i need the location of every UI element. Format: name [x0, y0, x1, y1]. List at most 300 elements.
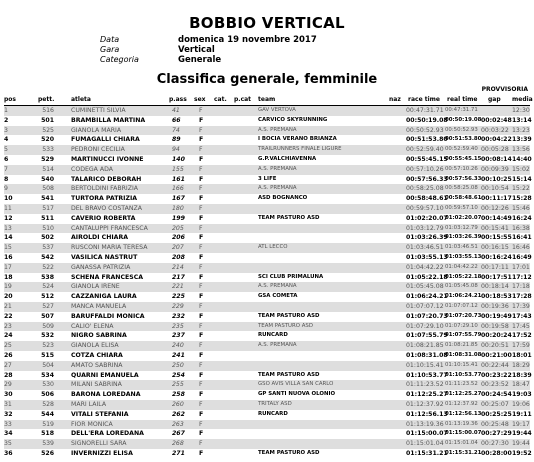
cell-pett: 512: [41, 293, 54, 301]
table-header: [4, 95, 533, 106]
cell-pass: 260: [172, 400, 184, 408]
cell-real-time: 00:47:31.71: [445, 107, 478, 113]
event-title: BOBBIO VERTICAL: [189, 14, 345, 32]
cell-race-time: 01:07:29.10: [406, 322, 444, 330]
cell-sex: F: [199, 214, 204, 222]
cell-team: I BOCIA VERANO BRIANZA: [258, 136, 337, 143]
cell-real-time: 01:12:56.13: [445, 410, 482, 417]
section-title: Classifica generale, femminile: [156, 72, 378, 87]
cell-pass: 229: [172, 302, 184, 310]
cell-gap: 00:22:44: [481, 361, 509, 369]
cell-sex: F: [199, 332, 204, 340]
results-table: [4, 106, 530, 459]
cell-gap: 00:19:58: [481, 322, 509, 330]
cell-pett: 515: [41, 351, 54, 359]
cell-team: RUNCARD: [258, 332, 288, 339]
cell-pett: 501: [41, 116, 54, 124]
cell-team: SCI CLUB PRIMALUNA: [258, 273, 324, 280]
cell-pett: 532: [41, 332, 54, 340]
cell-pass: 250: [172, 361, 184, 369]
cell-race-time: 01:05:45.08: [406, 283, 444, 291]
cell-pos: 3: [4, 126, 8, 134]
cell-athlete: GIANOLA MARIA: [71, 126, 122, 134]
cell-race-time: 01:03:26.39: [406, 234, 448, 242]
meta-label: Data: [100, 35, 120, 44]
cell-pett: 509: [42, 322, 54, 330]
cell-race-time: 01:07:55.79: [406, 332, 448, 340]
cell-media: 14:40: [512, 155, 532, 163]
table-row: [4, 341, 530, 351]
cell-real-time: 01:08:21.85: [445, 342, 478, 349]
cell-real-time: 01:03:46.51: [445, 244, 478, 251]
cell-athlete: BERTOLDINI FABRIZIA: [71, 185, 138, 193]
cell-race-time: 01:05:22.18: [406, 273, 448, 281]
cell-athlete: AIROLDI CHIARA: [71, 234, 129, 242]
cell-pos: 5: [4, 146, 8, 154]
cell-pass: 232: [172, 312, 185, 320]
cell-gap: 00:15:41: [481, 224, 509, 232]
cell-gap: 00:19:36: [481, 302, 509, 310]
cell-pos: 24: [4, 332, 13, 340]
cell-pass: 205: [172, 224, 184, 232]
meta-row-category: [100, 55, 317, 65]
cell-athlete: INVERNIZZI ELISA: [71, 449, 133, 457]
cell-media: 17:45: [512, 322, 530, 330]
cell-pass: 263: [172, 420, 184, 428]
meta-value: Generale: [178, 55, 222, 65]
cell-pett: 533: [42, 146, 54, 154]
cell-real-time: 01:08:31.08: [445, 351, 482, 358]
cell-real-time: 01:13:19.36: [445, 420, 478, 427]
cell-gap: 00:20:24: [481, 332, 512, 340]
cell-race-time: 01:02:20.07: [406, 214, 448, 222]
cell-athlete: CANTALUPPI FRANCESCA: [71, 224, 148, 232]
cell-media: 17:01: [512, 263, 530, 271]
cell-real-time: 01:15:00.07: [445, 430, 482, 437]
cell-real-time: 01:10:53.77: [445, 371, 482, 378]
cell-pass: 271: [172, 449, 185, 457]
cell-sex: F: [199, 234, 204, 242]
cell-pos: 21: [4, 302, 12, 310]
col-header-real-time: real time: [447, 96, 478, 103]
cell-pos: 34: [4, 430, 13, 438]
cell-sex: F: [199, 410, 204, 418]
cell-pass: 268: [172, 440, 184, 448]
col-header-pett: pett.: [38, 96, 55, 103]
cell-gap: 00:18:53: [481, 293, 512, 301]
table-row: [4, 420, 530, 430]
cell-gap: 00:24:54: [481, 391, 512, 399]
cell-real-time: 00:51:53.80: [445, 136, 482, 143]
cell-pett: 527: [42, 302, 54, 310]
cell-race-time: 01:03:12.79: [406, 224, 444, 232]
cell-sex: F: [199, 224, 203, 232]
cell-media: 16:46: [512, 244, 530, 252]
cell-athlete: BARONA LOREDANA: [71, 391, 141, 399]
cell-pett: 504: [42, 361, 54, 369]
table-row: [4, 165, 530, 175]
cell-gap: 00:23:22: [481, 371, 512, 379]
cell-pett: 538: [41, 273, 54, 281]
meta-value: Vertical: [178, 45, 215, 55]
cell-pett: 516: [42, 107, 54, 114]
cell-sex: F: [199, 440, 203, 448]
cell-athlete: COTZA CHIARA: [71, 351, 123, 359]
cell-race-time: 00:47:31.71: [406, 107, 444, 114]
cell-team: G.P.VALCHIAVENNA: [258, 155, 317, 162]
cell-sex: F: [199, 391, 204, 399]
cell-team: GSO AVIS VILLA SAN CARLO: [258, 381, 334, 388]
meta-row-date: [100, 35, 317, 45]
cell-sex: F: [199, 244, 203, 252]
cell-pos: 33: [4, 420, 12, 428]
table-row: [4, 106, 530, 116]
table-row: [4, 243, 530, 253]
cell-pett: 528: [42, 400, 54, 408]
cell-real-time: 01:15:31.21: [445, 449, 482, 456]
cell-gap: 00:17:51: [481, 273, 512, 281]
cell-sex: F: [199, 371, 204, 379]
table-row: [4, 282, 530, 292]
cell-pett: 507: [41, 312, 54, 320]
table-row: [4, 116, 530, 126]
cell-pass: 208: [172, 253, 185, 261]
cell-pass: 235: [172, 322, 184, 330]
cell-team: 3 LIFE: [258, 175, 277, 182]
cell-gap: 00:11:17: [481, 195, 512, 203]
cell-real-time: 00:50:52.93: [445, 126, 478, 133]
cell-athlete: CAVERIO ROBERTA: [71, 214, 136, 222]
cell-pett: 526: [41, 449, 54, 457]
cell-pett: 539: [42, 440, 54, 448]
cell-media: 17:12: [512, 273, 532, 281]
cell-pos: 11: [4, 204, 12, 212]
cell-pass: 217: [172, 273, 185, 281]
cell-race-time: 01:10:53.77: [406, 371, 448, 379]
cell-real-time: 01:03:55.13: [445, 253, 482, 260]
cell-athlete: TURTORA PATRIZIA: [71, 195, 138, 203]
cell-pett: 517: [42, 204, 54, 212]
col-header-pos: pos: [4, 96, 16, 103]
cell-gap: 00:03:22: [481, 126, 509, 134]
meta-label: Categoria: [100, 55, 139, 64]
table-row: [4, 194, 530, 204]
cell-media: 13:39: [512, 136, 532, 144]
col-header-pcat: p.cat: [234, 96, 252, 103]
cell-gap: 00:18:14: [481, 283, 509, 291]
cell-gap: 00:19:49: [481, 312, 512, 320]
cell-real-time: 01:07:07.12: [445, 302, 478, 309]
cell-sex: F: [199, 361, 203, 369]
cell-real-time: 01:03:12.79: [445, 224, 478, 231]
cell-athlete: DEL BRAVO COSTANZA: [71, 204, 142, 212]
cell-athlete: QUARNI EMANUELA: [71, 371, 139, 379]
cell-pos: 6: [4, 155, 9, 163]
cell-real-time: 00:59:57.10: [445, 204, 478, 211]
cell-race-time: 01:07:07.12: [406, 302, 444, 310]
cell-athlete: CAZZANIGA LAURA: [71, 293, 137, 301]
cell-real-time: 01:04:42.22: [445, 263, 478, 270]
cell-pass: 258: [172, 391, 185, 399]
cell-pos: 27: [4, 361, 12, 369]
cell-sex: F: [199, 342, 203, 350]
cell-race-time: 01:12:56.13: [406, 410, 448, 418]
cell-race-time: 01:03:46.51: [406, 244, 444, 252]
cell-sex: F: [199, 273, 204, 281]
cell-pass: 41: [172, 107, 180, 114]
cell-pass: 199: [172, 214, 185, 222]
table-row: [4, 263, 530, 273]
cell-gap: 00:10:25: [481, 175, 512, 183]
cell-pos: 29: [4, 381, 12, 389]
table-row: [4, 155, 530, 165]
cell-race-time: 01:07:20.73: [406, 312, 448, 320]
cell-pett: 534: [41, 371, 54, 379]
cell-gap: 00:25:48: [481, 420, 509, 428]
cell-pass: 207: [172, 244, 184, 252]
table-row: [4, 361, 530, 371]
table-row: [4, 126, 530, 136]
cell-pett: 542: [41, 253, 54, 261]
cell-pos: 8: [4, 175, 9, 183]
cell-gap: 00:16:24: [481, 253, 512, 261]
cell-athlete: VASILICA NASTRUT: [71, 253, 138, 261]
cell-team: A.S. PREMANA: [258, 185, 297, 192]
cell-real-time: 01:02:20.07: [445, 214, 482, 221]
meta-label: Gara: [100, 45, 120, 54]
cell-race-time: 00:58:48.61: [406, 195, 448, 203]
cell-pass: 221: [172, 283, 184, 291]
cell-pass: 254: [172, 371, 185, 379]
cell-sex: F: [199, 302, 203, 310]
cell-team: GP SANTI NUOVA OLONIO: [258, 391, 336, 398]
cell-pass: 89: [172, 136, 181, 144]
cell-race-time: 00:57:56.33: [406, 175, 448, 183]
cell-media: 16:49: [512, 253, 532, 261]
cell-team: ASD BOGNANCO: [258, 195, 308, 202]
cell-gap: 00:09:39: [481, 165, 509, 173]
cell-pos: 19: [4, 283, 12, 291]
cell-pett: 522: [42, 263, 54, 271]
cell-gap: 00:28:00: [481, 449, 512, 457]
cell-race-time: 01:04:42.22: [406, 263, 444, 271]
col-header-media: media: [512, 96, 533, 103]
cell-media: 12:30: [512, 107, 530, 114]
cell-gap: 00:27:30: [481, 440, 509, 448]
cell-team: GAV VERTOVA: [258, 107, 296, 113]
table-row: [4, 135, 530, 145]
cell-pass: 180: [172, 204, 184, 212]
cell-pos: 36: [4, 449, 13, 457]
cell-sex: F: [199, 165, 203, 173]
cell-media: 18:01: [512, 351, 532, 359]
cell-race-time: 01:13:19.36: [406, 420, 444, 428]
cell-gap: 00:20:51: [481, 342, 509, 350]
cell-team: TEAM PASTURO ASD: [258, 312, 320, 319]
cell-gap: 00:04:22: [481, 136, 512, 144]
cell-pass: 167: [172, 195, 185, 203]
table-row: [4, 312, 530, 322]
col-header-naz: naz: [389, 96, 401, 103]
cell-media: 17:28: [512, 293, 532, 301]
cell-team: A.S. PREMANA: [258, 126, 297, 133]
table-row: [4, 371, 530, 381]
cell-athlete: MARI LAILA: [71, 400, 107, 408]
cell-pass: 74: [172, 126, 180, 134]
cell-pos: 12: [4, 214, 13, 222]
cell-pett: 529: [41, 155, 54, 163]
cell-athlete: TALARICO DEBORAH: [71, 175, 142, 183]
cell-media: 13:14: [512, 116, 532, 124]
cell-team: TEAM PASTURO ASD: [258, 449, 320, 456]
cell-athlete: MANCA MANUELA: [71, 302, 127, 310]
col-header-cat: cat.: [214, 96, 227, 103]
cell-team: CARVICO SKYRUNNING: [258, 116, 328, 123]
cell-pass: 262: [172, 410, 185, 418]
cell-sex: F: [199, 449, 204, 457]
cell-real-time: 00:58:48.61: [445, 195, 482, 202]
cell-pos: 26: [4, 351, 13, 359]
cell-team: ATL LECCO: [258, 244, 288, 251]
cell-pos: 17: [4, 263, 12, 271]
cell-media: 19:44: [512, 430, 532, 438]
cell-pett: 518: [41, 430, 54, 438]
table-row: [4, 429, 530, 439]
table-row: [4, 292, 530, 302]
cell-media: 15:46: [512, 204, 530, 212]
cell-race-time: 01:15:00.07: [406, 430, 448, 438]
cell-media: 13:56: [512, 146, 530, 154]
cell-media: 17:39: [512, 302, 530, 310]
cell-gap: 00:27:29: [481, 430, 512, 438]
cell-sex: F: [199, 312, 204, 320]
cell-media: 15:28: [512, 195, 532, 203]
cell-pett: 514: [42, 165, 54, 173]
cell-pos: 7: [4, 165, 8, 173]
cell-pos: 31: [4, 400, 12, 408]
cell-media: 17:52: [512, 332, 532, 340]
cell-real-time: 01:05:45.08: [445, 283, 478, 290]
cell-real-time: 00:52:59.40: [445, 146, 478, 153]
cell-sex: F: [199, 263, 203, 271]
cell-athlete: PEDRONI CECILIA: [71, 146, 125, 154]
cell-media: 16:24: [512, 214, 532, 222]
cell-sex: F: [199, 351, 204, 359]
status-badge: PROVVISORIA: [481, 86, 528, 93]
cell-gap: 00:15:55: [481, 234, 512, 242]
cell-athlete: MILANI SABRINA: [71, 381, 122, 389]
cell-pos: 25: [4, 342, 12, 350]
table-row: [4, 302, 530, 312]
cell-pass: 241: [172, 351, 185, 359]
cell-race-time: 01:06:24.21: [406, 293, 448, 301]
cell-media: 16:41: [512, 234, 532, 242]
cell-race-time: 01:15:01.04: [406, 440, 444, 448]
cell-pett: 540: [41, 175, 54, 183]
cell-real-time: 01:03:26.39: [445, 234, 482, 241]
cell-real-time: 01:15:01.04: [445, 440, 478, 447]
cell-gap: 00:25:25: [481, 410, 512, 418]
cell-pos: 22: [4, 312, 13, 320]
cell-pass: 237: [172, 332, 185, 340]
cell-media: 19:03: [512, 391, 532, 399]
cell-athlete: SCHENA FRANCESCA: [71, 273, 144, 281]
cell-media: 18:39: [512, 371, 532, 379]
cell-athlete: FIOR MONICA: [71, 420, 113, 428]
table-row: [4, 233, 530, 243]
cell-media: 15:14: [512, 175, 532, 183]
cell-pass: 166: [172, 185, 184, 193]
cell-athlete: MARTINUCCI IVONNE: [71, 155, 144, 163]
cell-media: 15:22: [512, 185, 530, 193]
cell-race-time: 00:50:52.93: [406, 126, 444, 134]
cell-race-time: 01:10:15.41: [406, 361, 444, 369]
cell-media: 16:38: [512, 224, 530, 232]
cell-pos: 20: [4, 293, 13, 301]
table-row: [4, 145, 530, 155]
cell-race-time: 00:51:53.80: [406, 136, 448, 144]
cell-team: A.S. PREMANA: [258, 342, 297, 349]
cell-pos: 32: [4, 410, 13, 418]
cell-team: TEAM PASTURO ASD: [258, 371, 320, 378]
table-row: [4, 351, 530, 361]
cell-pass: 66: [172, 116, 181, 124]
cell-sex: F: [199, 283, 203, 291]
cell-media: 18:29: [512, 361, 530, 369]
cell-pett: 519: [42, 420, 54, 428]
cell-sex: F: [199, 430, 204, 438]
cell-pos: 2: [4, 116, 9, 124]
cell-race-time: 00:55:45.15: [406, 155, 448, 163]
table-row: [4, 253, 530, 263]
cell-athlete: DELL'ERA LOREDANA: [71, 430, 144, 438]
cell-pett: 524: [42, 283, 54, 291]
cell-pass: 155: [172, 165, 184, 173]
cell-pass: 255: [172, 381, 184, 389]
cell-real-time: 01:07:55.79: [445, 332, 482, 339]
cell-race-time: 01:12:25.27: [406, 391, 448, 399]
cell-pos: 16: [4, 253, 13, 261]
cell-race-time: 01:08:21.85: [406, 342, 444, 350]
cell-real-time: 01:05:22.18: [445, 273, 482, 280]
cell-sex: F: [199, 253, 204, 261]
cell-media: 19:44: [512, 440, 530, 448]
cell-race-time: 01:15:31.21: [406, 449, 448, 457]
cell-team: RUNCARD: [258, 410, 288, 417]
cell-real-time: 01:07:29.10: [445, 322, 478, 329]
cell-media: 15:02: [512, 165, 530, 173]
cell-athlete: GANASSA PATRIZIA: [71, 263, 131, 271]
cell-athlete: BRAMBILLA MARTINA: [71, 116, 146, 124]
cell-gap: 00:02:48: [481, 116, 512, 124]
cell-sex: F: [199, 420, 203, 428]
table-row: [4, 410, 530, 420]
cell-gap: 00:23:52: [481, 381, 509, 389]
cell-gap: 00:21:00: [481, 351, 512, 359]
cell-athlete: VITALI STEFANIA: [71, 410, 129, 418]
cell-real-time: 01:12:37.92: [445, 400, 478, 407]
cell-sex: F: [199, 185, 203, 193]
cell-gap: 00:14:49: [481, 214, 512, 222]
cell-athlete: AMATO SABRINA: [71, 361, 123, 369]
cell-pett: 523: [42, 342, 54, 350]
cell-team: TEAM PASTURO ASD: [258, 322, 313, 329]
cell-pos: 28: [4, 371, 13, 379]
cell-media: 19:17: [512, 420, 530, 428]
cell-sex: F: [199, 175, 204, 183]
cell-pett: 520: [41, 136, 54, 144]
cell-sex: F: [199, 293, 204, 301]
